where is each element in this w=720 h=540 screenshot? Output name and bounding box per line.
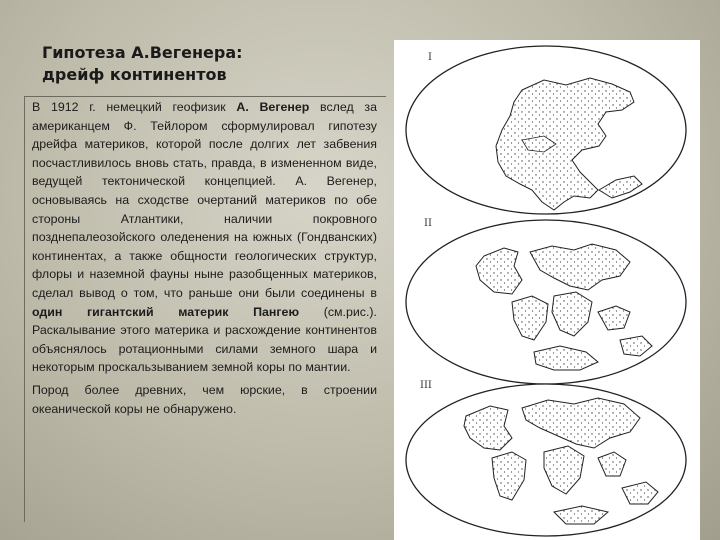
- wegener-name: А. Вегенер: [236, 100, 310, 114]
- continental-drift-figure: [394, 40, 700, 540]
- title-line-2: дрейф континентов: [42, 65, 227, 84]
- p1-end: (см.рис.). Раскалывание этого материка и расхождение континентов объяснялось ротационными силами земного шара и некоторым проскальзыванием земной коры по мантии.: [32, 304, 378, 375]
- stage-label-1: I: [428, 52, 432, 63]
- p1-intro: В 1912 г. немецкий геофизик: [32, 100, 237, 114]
- p1-middle: вслед за американцем Ф. Тейлором сформулировал гипотезу дрейфа материков, которой после долгих лет забвения посчастливилось вновь стать, правда, в измененном виде, ведущей тектонической концепцией. А. Вегенер, основываясь на сходстве очертаний материков по обе стороны Атлантики, наличии покровного позднепалеозойского оледенения на южных (Гондванских) континентах, а также общности геологических структур, флоры и наземной фауны ныне разобщенных материков, сделал вывод о том, что раньше они были соединены в: [32, 100, 377, 300]
- pangea-term: один гигантский материк Пангею: [32, 304, 300, 319]
- map-stage-2: [406, 218, 686, 384]
- paragraph-2: Пород более древних, чем юрские, в строении океанической коры не обнаружено.: [32, 382, 377, 416]
- body-text: [32, 98, 377, 418]
- continental-drift-maps: [394, 40, 700, 540]
- paragraph-1: [32, 98, 377, 377]
- title-line-1: Гипотеза А.Вегенера:: [42, 43, 243, 62]
- map-stage-3: [406, 380, 686, 536]
- slide-title: [42, 42, 372, 86]
- map-stage-1: [406, 46, 686, 214]
- stage-label-3: III: [420, 380, 432, 391]
- stage-label-2: II: [424, 218, 432, 229]
